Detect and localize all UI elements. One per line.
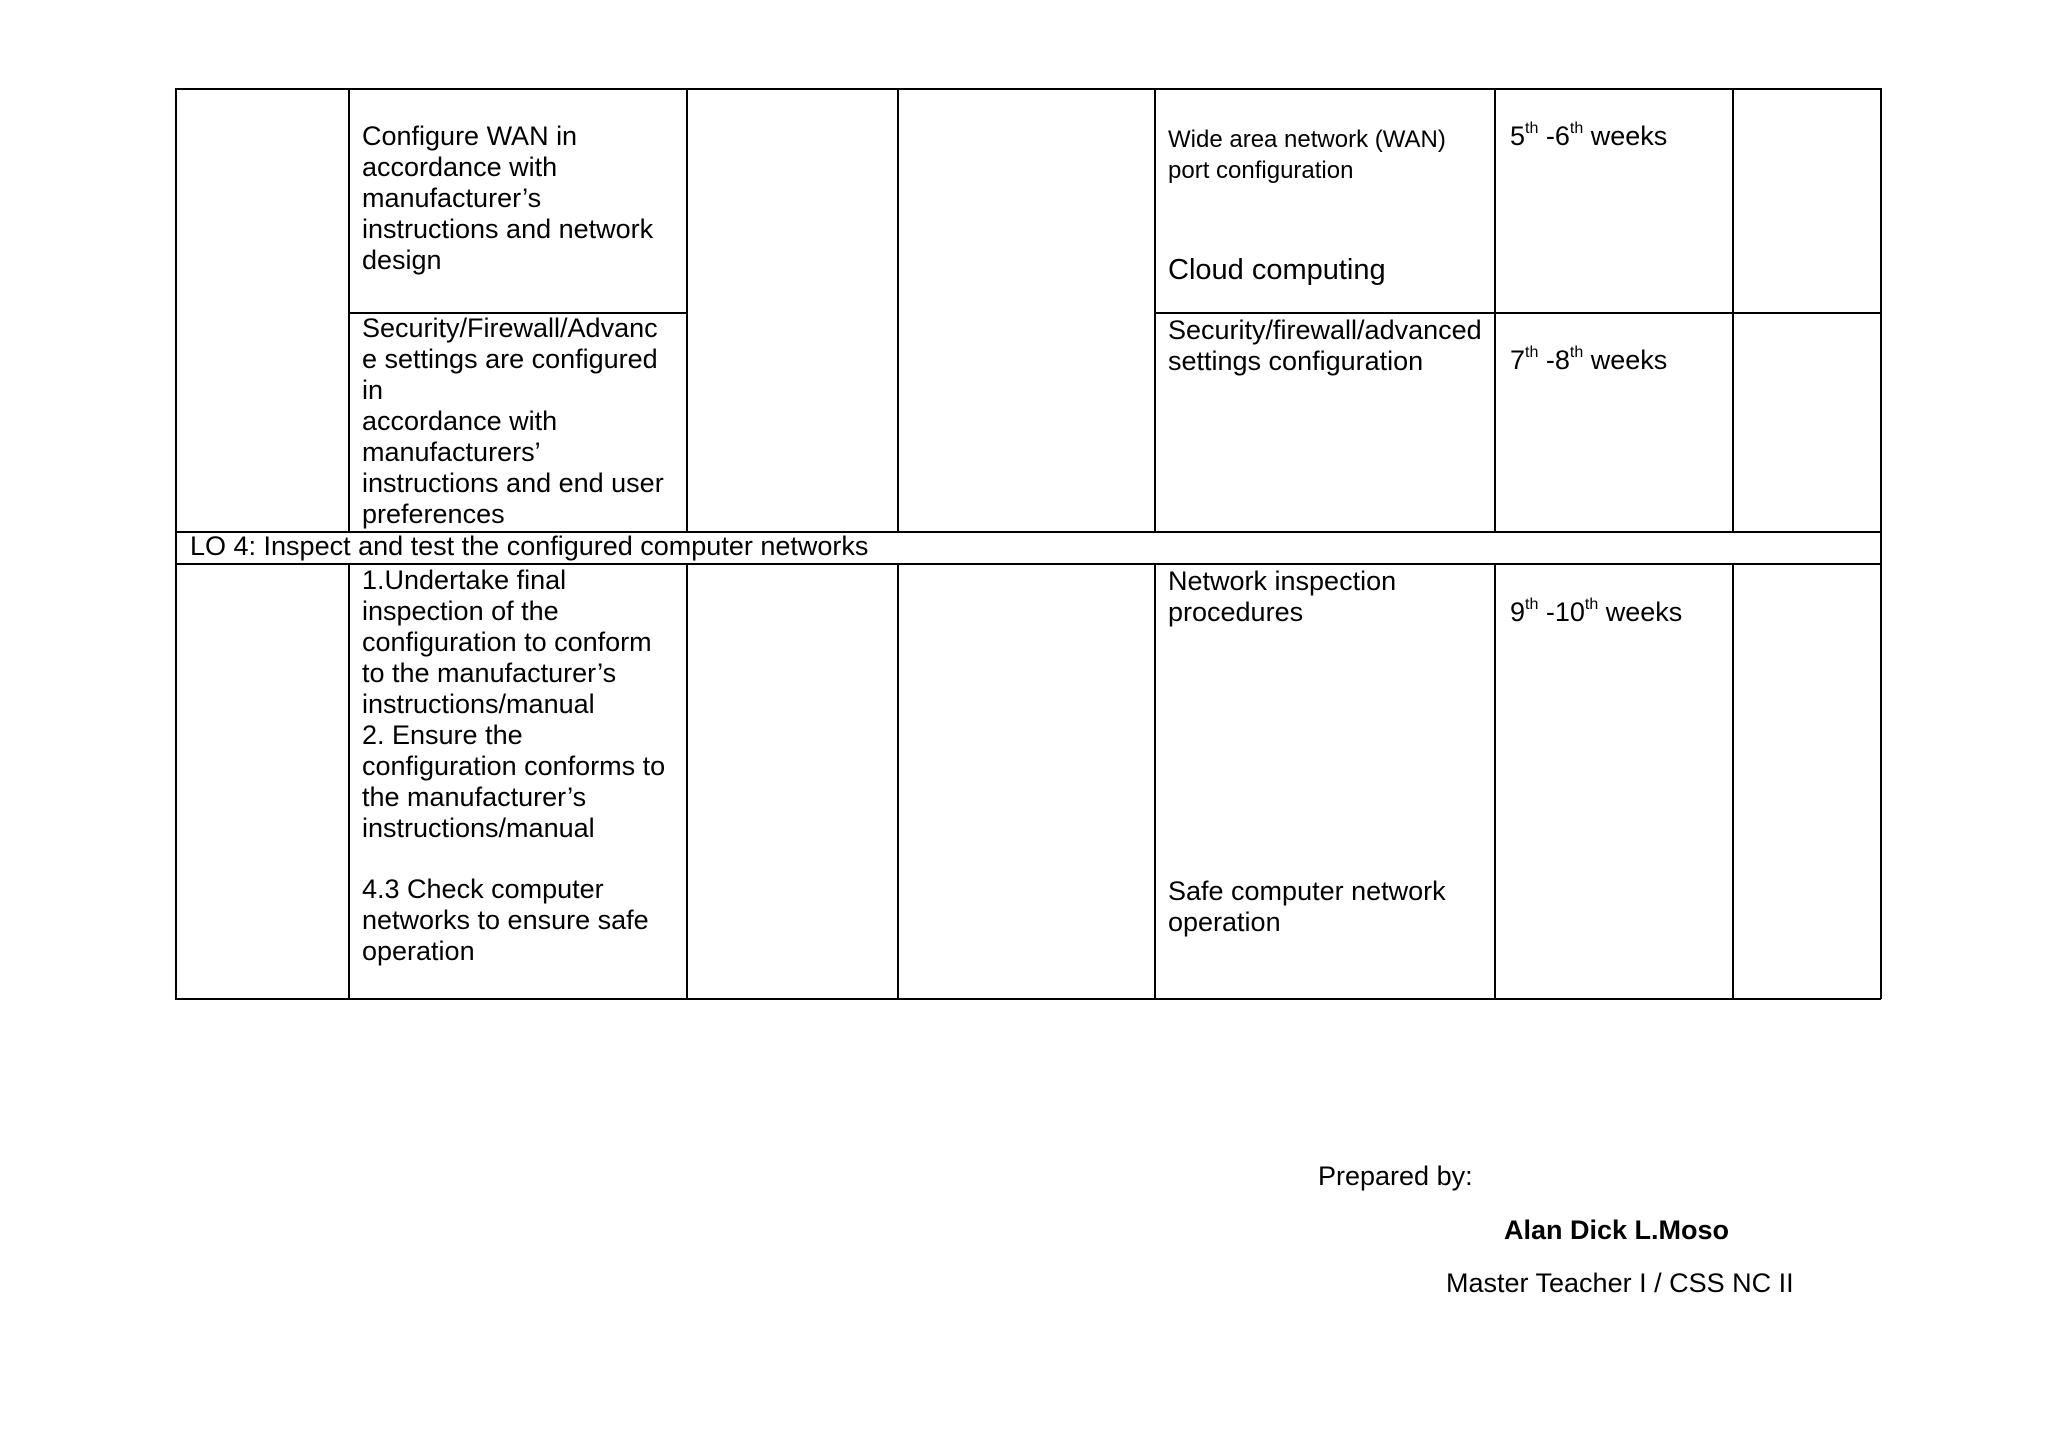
column-divider: [1880, 563, 1882, 999]
weeks-separator: -8: [1538, 345, 1570, 375]
column-divider: [1154, 88, 1156, 532]
content-cloud-computing: Cloud computing: [1168, 254, 1386, 286]
column-divider: [686, 563, 688, 999]
column-divider: [897, 563, 899, 999]
column-divider: [175, 531, 177, 564]
competency-ensure-configuration: 2. Ensure the configuration conforms to the manufacturer’s instructions/manual: [362, 720, 666, 843]
content-wan-port-configuration: Wide area network (WAN) port configuration: [1168, 126, 1446, 184]
weeks-start: 9: [1510, 597, 1526, 627]
weeks-5-6: [1510, 90, 1728, 152]
column-divider: [686, 88, 688, 532]
column-divider: [175, 88, 177, 532]
content-security-configuration: Security/firewall/advanced settings configuration: [1168, 315, 1482, 376]
weeks-start-suffix: th: [1525, 596, 1539, 613]
column-divider: [1732, 563, 1734, 999]
weeks-start-suffix: th: [1525, 344, 1539, 361]
lo4-header: LO 4: Inspect and test the configured computer networks: [190, 531, 869, 561]
weeks-separator: -10: [1538, 597, 1585, 627]
column-divider: [1880, 88, 1882, 532]
weeks-9-10: [1510, 566, 1728, 628]
table-border-bottom: [175, 998, 1881, 1000]
preparer-name: Alan Dick L.Moso: [1504, 1215, 1730, 1245]
column-divider: [348, 88, 350, 532]
content-network-inspection: Network inspection procedures: [1168, 566, 1397, 627]
column-divider: [1494, 88, 1496, 532]
weeks-end-suffix: th: [1584, 596, 1599, 613]
weeks-label: weeks: [1583, 121, 1668, 151]
column-divider: [1154, 563, 1156, 999]
weeks-7-8: [1510, 314, 1728, 376]
competency-configure-wan: Configure WAN in accordance with manufacturer’s instructions and network design: [362, 121, 654, 275]
column-divider: [1494, 563, 1496, 999]
competency-final-inspection: 1.Undertake final inspection of the configuration to conform to the manufacturer’s instructions/manual: [362, 565, 652, 719]
column-divider: [1880, 531, 1882, 564]
weeks-end-suffix: th: [1569, 344, 1584, 361]
prepared-by-label: Prepared by:: [1318, 1161, 1473, 1191]
weeks-separator: -6: [1538, 121, 1570, 151]
content-safe-network-operation: Safe computer network operation: [1168, 876, 1446, 937]
competency-check-networks: 4.3 Check computer networks to ensure safe operation: [362, 874, 649, 966]
weeks-label: weeks: [1598, 597, 1683, 627]
column-divider: [1732, 88, 1734, 532]
weeks-end-suffix: th: [1569, 120, 1584, 137]
column-divider: [897, 88, 899, 532]
weeks-start-suffix: th: [1525, 120, 1539, 137]
preparer-title: Master Teacher I / CSS NC II: [1446, 1268, 1794, 1298]
weeks-start: 5: [1510, 121, 1526, 151]
column-divider: [348, 563, 350, 999]
column-divider: [175, 563, 177, 999]
weeks-start: 7: [1510, 345, 1526, 375]
competency-security-settings: Security/Firewall/Advanc e settings are configured in accordance with manufacturers’ instructions and end user preferences: [362, 313, 664, 529]
weeks-label: weeks: [1583, 345, 1668, 375]
